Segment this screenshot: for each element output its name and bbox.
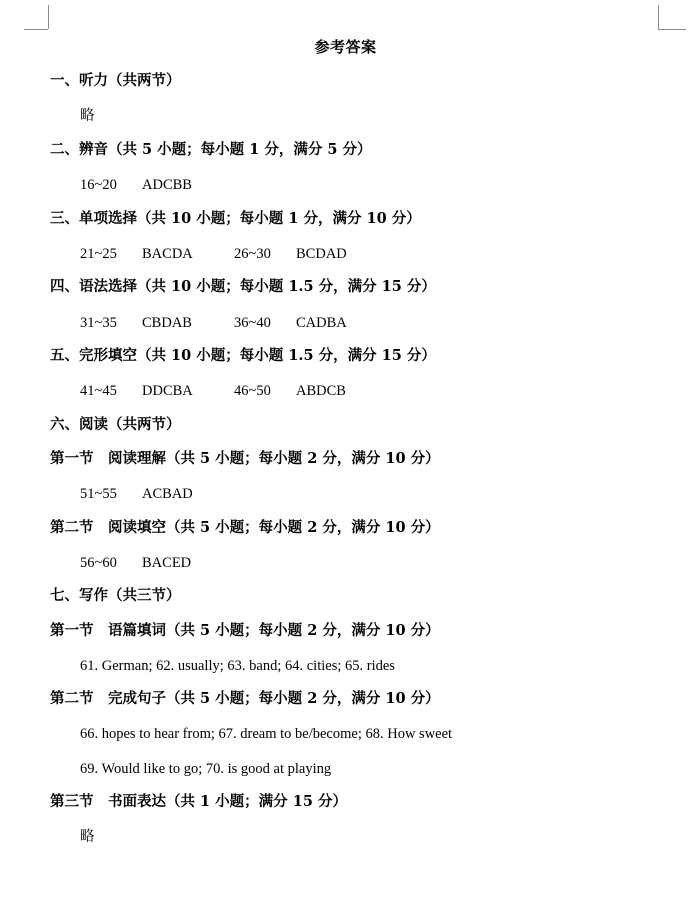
reading-comprehension-answer-row: [80, 484, 193, 504]
subsection-heading-sentence-completion: 第二节 完成句子（共 5 小题；每小题 2 分，满分 10 分）: [50, 690, 440, 707]
answer-values: CBDAB: [142, 315, 192, 331]
cloze-answer-row: [80, 381, 346, 401]
subsection-heading-written-expression: 第三节 书面表达（共 1 小题；满分 15 分）: [50, 793, 347, 810]
answer-values: BACED: [142, 555, 192, 571]
page-corner-mark-top-right-vertical: [658, 5, 659, 29]
answer-range: 36~40: [234, 315, 271, 331]
answer-values: DDCBA: [142, 383, 193, 399]
sentence-completion-answer-line-1: 66. hopes to hear from; 67. dream to be/become; 68. How sweet: [80, 726, 453, 742]
section-heading-cloze: 五、完形填空（共 10 小题；每小题 1.5 分，满分 15 分）: [50, 347, 436, 364]
section-heading-grammar: 四、语法选择（共 10 小题；每小题 1.5 分，满分 15 分）: [50, 278, 436, 295]
answer-range: 31~35: [80, 315, 117, 331]
page-corner-mark-top-right: [658, 29, 686, 30]
answer-values: BCDAD: [296, 246, 347, 262]
answer-range: 21~25: [80, 246, 117, 262]
section-heading-writing: 七、写作（共三节）: [50, 587, 181, 604]
written-expression-answer: 略: [80, 829, 95, 845]
page-corner-mark-top-left: [24, 29, 48, 30]
section-heading-pronunciation: 二、辨音（共 5 小题；每小题 1 分，满分 5 分）: [50, 141, 372, 158]
answer-values: BACDA: [142, 246, 193, 262]
sentence-completion-answer-line-2: 69. Would like to go; 70. is good at playing: [80, 761, 332, 777]
answer-range: 51~55: [80, 486, 117, 502]
grammar-answer-row: [80, 313, 347, 333]
answer-range: 56~60: [80, 555, 117, 571]
section-heading-single-choice: 三、单项选择（共 10 小题；每小题 1 分，满分 10 分）: [50, 210, 421, 227]
page-corner-mark-top-left-vertical: [48, 5, 49, 29]
answer-range: 41~45: [80, 383, 117, 399]
answer-range: 46~50: [234, 383, 271, 399]
subsection-heading-reading-fill: 第二节 阅读填空（共 5 小题；每小题 2 分，满分 10 分）: [50, 519, 440, 536]
answer-values: ADCBB: [142, 177, 192, 193]
answer-range: 16~20: [80, 177, 117, 193]
section-heading-reading: 六、阅读（共两节）: [50, 416, 181, 433]
word-fill-answer: 61. German; 62. usually; 63. band; 64. cities; 65. rides: [80, 658, 395, 674]
single-choice-answer-row: [80, 244, 347, 264]
subsection-heading-reading-comprehension: 第一节 阅读理解（共 5 小题；每小题 2 分，满分 10 分）: [50, 450, 440, 467]
pronunciation-answer-row: [80, 175, 192, 195]
answer-values: CADBA: [296, 315, 347, 331]
listening-answer: 略: [80, 108, 95, 124]
answer-values: ACBAD: [142, 486, 193, 502]
section-heading-listening: 一、听力（共两节）: [50, 72, 181, 89]
answer-range: 26~30: [234, 246, 271, 262]
page-title: 参考答案: [314, 38, 377, 56]
answer-values: ABDCB: [296, 383, 346, 399]
subsection-heading-word-fill: 第一节 语篇填词（共 5 小题；每小题 2 分，满分 10 分）: [50, 622, 440, 639]
reading-fill-answer-row: [80, 553, 191, 573]
